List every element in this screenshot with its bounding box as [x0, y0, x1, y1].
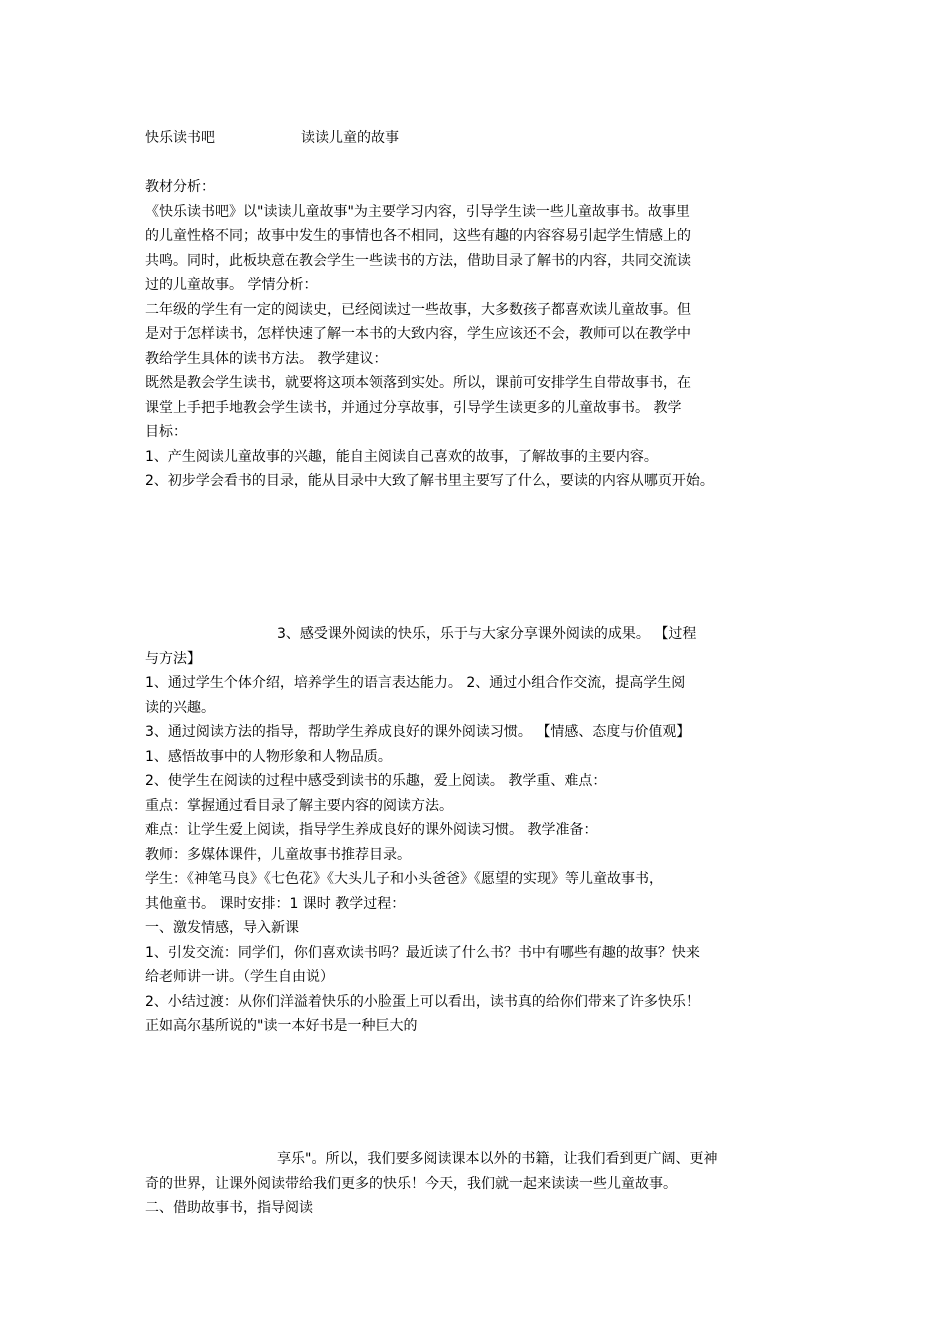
text-line: 的儿童性格不同；故事中发生的事情也各不相同，这些有趣的内容容易引起学生情感上的	[145, 228, 691, 244]
text-line: 教师：多媒体课件，儿童故事书推荐目录。	[145, 846, 411, 863]
text-line: 教材分析：	[145, 179, 215, 195]
text-line: 1、通过学生个体介绍，培养学生的语言表达能力。 2、通过小组合作交流，提高学生阅	[145, 675, 686, 691]
text-line	[145, 1147, 825, 1172]
header-title-right: 读读儿童的故事	[301, 130, 399, 146]
text-line: 1、感悟故事中的人物形象和人物品质。	[145, 748, 392, 765]
text-line: 二年级的学生有一定的阅读史，已经阅读过一些故事，大多数孩子都喜欢读儿童故事。但	[145, 301, 691, 318]
text-line: 目标：	[145, 424, 187, 440]
text-line: 是对于怎样读书，怎样快速了解一本书的大致内容，学生应该还不会，教师可以在教学中	[145, 326, 691, 342]
text-line: 2、初步学会看书的目录，能从目录中大致了解书里主要写了什么，要读的内容从哪页开始。	[145, 473, 714, 489]
text-line: 教给学生具体的读书方法。 教学建议：	[145, 350, 388, 367]
text-line	[145, 622, 825, 647]
text-line: 其他童书。 课时安排：1 课时 教学过程：	[145, 895, 406, 912]
text-line: 重点：掌握通过看目录了解主要内容的阅读方法。	[145, 797, 453, 814]
text-line: 正如高尔基所说的"读一本好书是一种巨大的	[145, 1018, 418, 1034]
text-line: 1、产生阅读儿童故事的兴趣，能自主阅读自己喜欢的故事，了解故事的主要内容。	[145, 448, 658, 465]
section-1	[145, 175, 825, 494]
text-line: 2、使学生在阅读的过程中感受到读书的乐趣，爱上阅读。 教学重、难点：	[145, 773, 607, 789]
header-title-left: 快乐读书吧	[145, 130, 215, 146]
text-line: 《快乐读书吧》以"读读儿童故事"为主要学习内容，引导学生读一些儿童故事书。故事里	[145, 203, 690, 220]
text-line-content: 享乐"。所以，我们要多阅读课本以外的书籍，让我们看到更广阔、更神	[277, 1151, 718, 1167]
text-line: 2、小结过渡：从你们洋溢着快乐的小脸蛋上可以看出，读书真的给你们带来了许多快乐！	[145, 993, 700, 1010]
text-line-content: 3、感受课外阅读的快乐，乐于与大家分享课外阅读的成果。 【过程	[277, 626, 697, 642]
text-line: 过的儿童故事。 学情分析：	[145, 277, 318, 293]
text-line: 读的兴趣。	[145, 699, 215, 716]
document-header	[145, 126, 825, 151]
text-line: 共鸣。同时，此板块意在教会学生一些读书的方法，借助目录了解书的内容，共同交流读	[145, 252, 691, 269]
text-line: 课堂上手把手地教会学生读书，并通过分享故事，引导学生读更多的儿童故事书。 教学	[145, 399, 682, 416]
section-2	[145, 622, 825, 1039]
section-3	[145, 1147, 825, 1221]
text-line: 奇的世界，让课外阅读带给我们更多的快乐！今天，我们就一起来读读一些儿童故事。	[145, 1175, 677, 1192]
text-line: 二、借助故事书，指导阅读	[145, 1200, 313, 1216]
text-line: 1、引发交流：同学们，你们喜欢读书吗？最近读了什么书？书中有哪些有趣的故事？快来	[145, 944, 700, 961]
text-line: 给老师讲一讲。（学生自由说）	[145, 969, 334, 985]
text-line: 与方法】	[145, 650, 201, 667]
text-line: 3、通过阅读方法的指导，帮助学生养成良好的课外阅读习惯。 【情感、态度与价值观】	[145, 724, 691, 740]
text-line: 一、激发情感，导入新课	[145, 920, 299, 936]
text-line: 学生：《神笔马良》《七色花》《大头儿子和小头爸爸》《愿望的实现》等儿童故事书，	[145, 871, 663, 887]
text-line: 既然是教会学生读书，就要将这项本领落到实处。所以，课前可安排学生自带故事书，在	[145, 375, 691, 391]
text-line: 难点：让学生爱上阅读，指导学生养成良好的课外阅读习惯。 教学准备：	[145, 822, 598, 838]
